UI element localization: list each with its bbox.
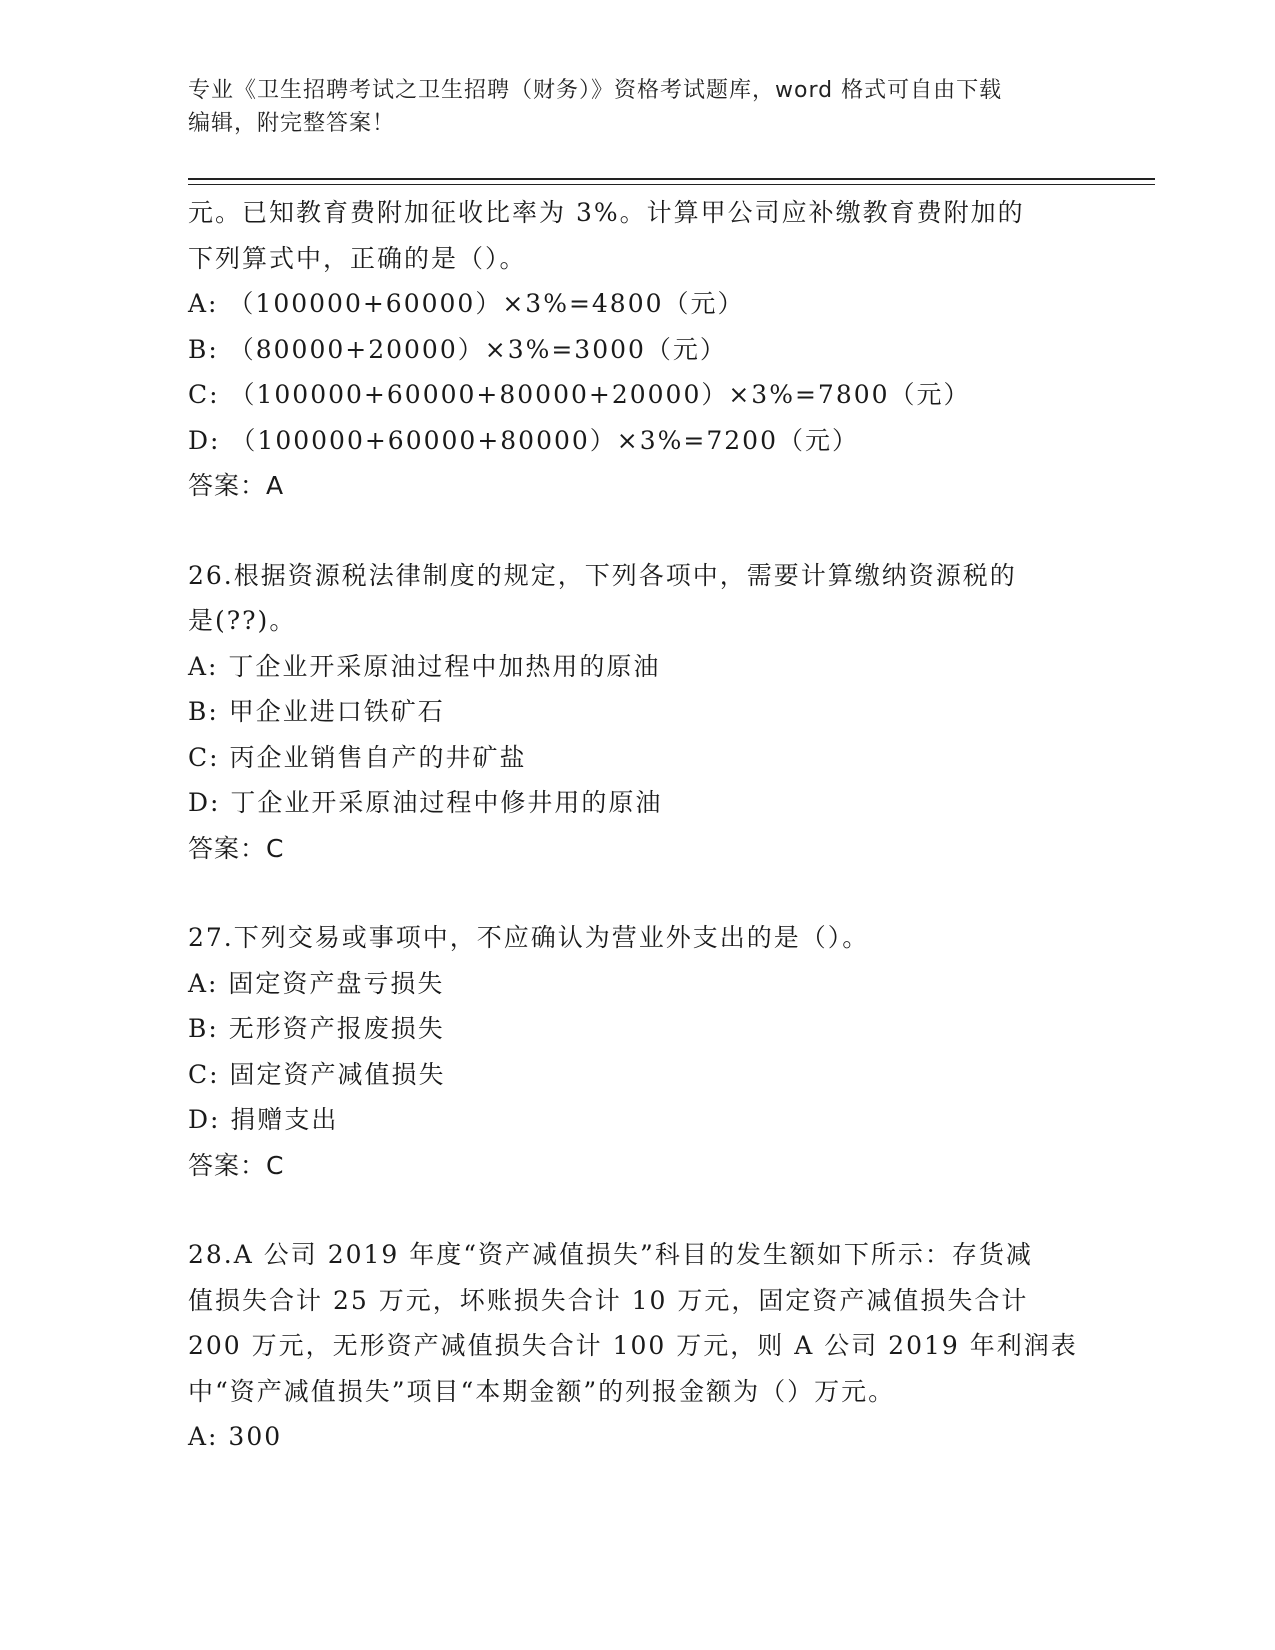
- option-c: C: 固定资产减值损失: [188, 1059, 446, 1089]
- option-a: A: 300: [188, 1422, 283, 1451]
- header-line-1: 专业《卫生招聘考试之卫生招聘（财务）》资格考试题库，word 格式可自由下载: [188, 78, 1003, 103]
- header-divider: [188, 178, 1155, 180]
- question-stem-line: 值损失合计 25 万元，坏账损失合计 10 万元，固定资产减值损失合计: [188, 1285, 1029, 1315]
- spacer: [188, 871, 1088, 915]
- question-stem-line: 中“资产减值损失”项目“本期金额”的列报金额为（）万元。: [188, 1376, 896, 1406]
- header-divider-thin: [188, 184, 1155, 185]
- document-header: [188, 74, 1088, 140]
- option-a: A: 丁企业开采原油过程中加热用的原油: [188, 651, 661, 681]
- spacer: [188, 1188, 1088, 1232]
- question-27: [188, 915, 1088, 1188]
- option-a: A: （100000+60000）×3%=4800（元）: [188, 289, 745, 318]
- question-25: [188, 190, 1088, 509]
- option-d: D: 丁企业开采原油过程中修井用的原油: [188, 788, 663, 817]
- question-stem-line: 下列算式中，正确的是（）。: [188, 243, 527, 273]
- option-c: C: 丙企业销售自产的井矿盐: [188, 742, 527, 772]
- answer-line: 答案：C: [188, 1150, 285, 1180]
- option-d: D: 捐赠支出: [188, 1105, 339, 1134]
- option-c: C: （100000+60000+80000+20000）×3%=7800（元）: [188, 380, 971, 409]
- question-stem-line: 28.A 公司 2019 年度“资产减值损失”科目的发生额如下所示：存货减: [188, 1240, 1033, 1269]
- question-26: [188, 553, 1088, 872]
- question-stem-line: 是(??)。: [188, 606, 297, 635]
- question-list: [188, 190, 1088, 1460]
- question-stem-line: 200 万元，无形资产减值损失合计 100 万元，则 A 公司 2019 年利润表: [188, 1331, 1078, 1360]
- answer-line: 答案：C: [188, 833, 285, 863]
- header-line-2: 编辑，附完整答案！: [188, 111, 396, 136]
- question-stem-line: 元。已知教育费附加征收比率为 3%。计算甲公司应补缴教育费附加的: [188, 198, 1025, 227]
- option-b: B: （80000+20000）×3%=3000（元）: [188, 334, 727, 364]
- option-b: B: 甲企业进口铁矿石: [188, 697, 445, 726]
- question-stem-line: 27.下列交易或事项中，不应确认为营业外支出的是（）。: [188, 923, 870, 952]
- option-a: A: 固定资产盘亏损失: [188, 968, 445, 998]
- question-stem-line: 26.根据资源税法律制度的规定，下列各项中，需要计算缴纳资源税的: [188, 560, 1017, 590]
- option-b: B: 无形资产报废损失: [188, 1014, 445, 1043]
- answer-line: 答案：A: [188, 471, 285, 500]
- option-d: D: （100000+60000+80000）×3%=7200（元）: [188, 425, 859, 455]
- question-28: [188, 1232, 1088, 1460]
- spacer: [188, 509, 1088, 553]
